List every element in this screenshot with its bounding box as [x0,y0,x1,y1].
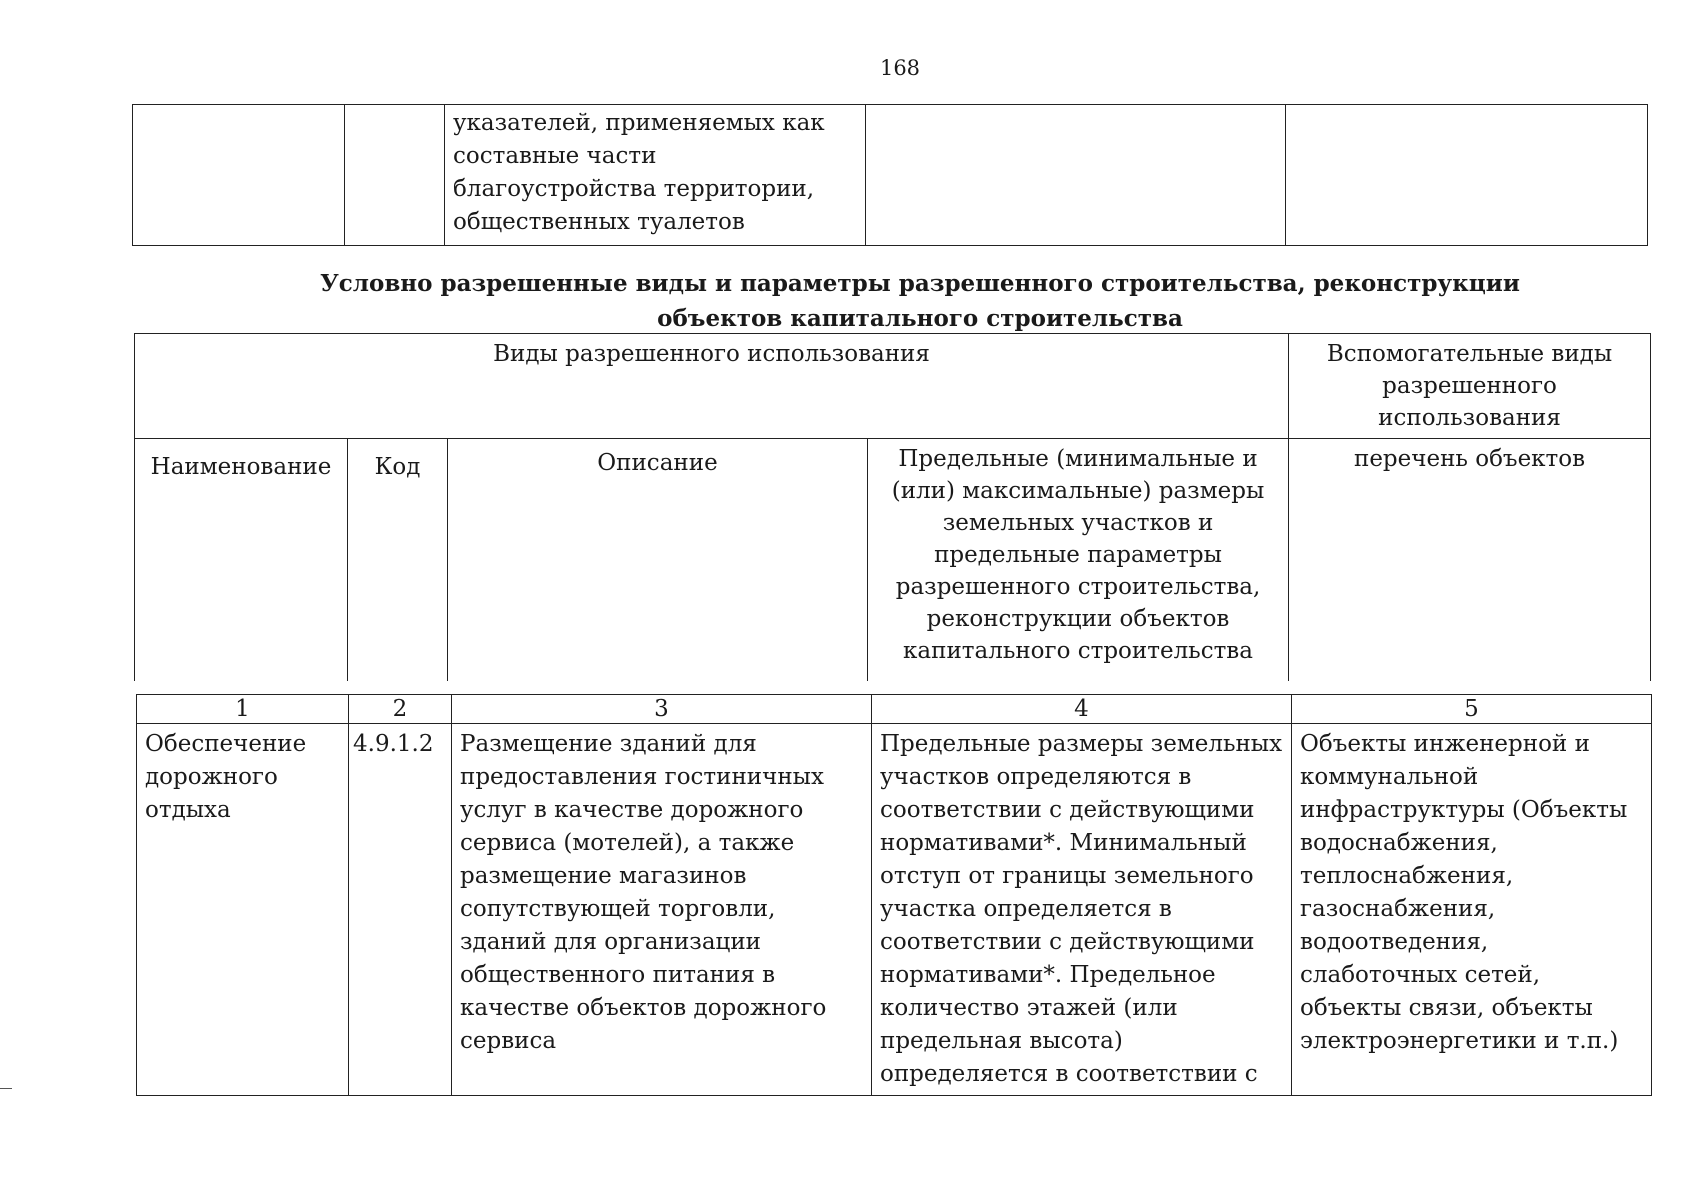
main-table [136,694,1652,1096]
table-cell [866,105,1286,246]
column-number-row [137,695,1652,724]
header-object-list: перечень объектов [1289,439,1651,682]
table-row [133,105,1648,246]
auxiliary-uses: Объекты инженерной и коммунальной инфраструктуры (Объекты водоснабжения, теплоснабжения, газоснабжения, водоотведения, слаботочных сетей, объекты связи, объекты электроэнергетики и т.п.) [1292,724,1652,1096]
continuation-table [132,104,1648,246]
header-columns-row [135,439,1651,682]
header-description: Описание [448,439,868,682]
use-parameters: Предельные размеры земельных участков определяются в соответствии с действующими нормативами*. Минимальный отступ от границы земельного участка определяется в соответствии с действующими нормативами*. Предельное количество этажей (или предельная высота) определяется в соответствии с [872,724,1292,1096]
header-name: Наименование [135,439,348,682]
table-cell [1286,105,1648,246]
column-number: 2 [349,695,452,724]
header-code: Код [348,439,448,682]
table-cell: указателей, применяемых как составные части благоустройства территории, общественных туалетов [445,105,866,246]
use-code: 4.9.1.2 [349,724,452,1096]
section-title: Условно разрешенные виды и параметры разрешенного строительства, реконструкции объектов капитального строительства [320,270,1520,332]
table-row [137,724,1652,1096]
header-group-auxiliary-uses: Вспомогательные виды разрешенного использования [1289,334,1651,439]
table-cell [133,105,345,246]
header-group-row [135,334,1651,439]
header-group-permitted-uses: Виды разрешенного использования [135,334,1289,439]
margin-mark [0,1088,12,1089]
header-parameters: Предельные (минимальные и (или) максимальные) размеры земельных участков и предельные параметры разрешенного строительства, реконструкции объектов капитального строительства [868,439,1289,682]
column-number: 5 [1292,695,1652,724]
page-number: 168 [879,56,921,80]
use-description: Размещение зданий для предоставления гостиничных услуг в качестве дорожного сервиса (мотелей), а также размещение магазинов сопутствующей торговли, зданий для организации общественного питания в качестве объектов дорожного сервиса [452,724,872,1096]
use-name: Обеспечение дорожного отдыха [137,724,349,1096]
column-number: 1 [137,695,349,724]
column-number: 3 [452,695,872,724]
header-table [134,333,1651,681]
table-cell [345,105,445,246]
column-number: 4 [872,695,1292,724]
